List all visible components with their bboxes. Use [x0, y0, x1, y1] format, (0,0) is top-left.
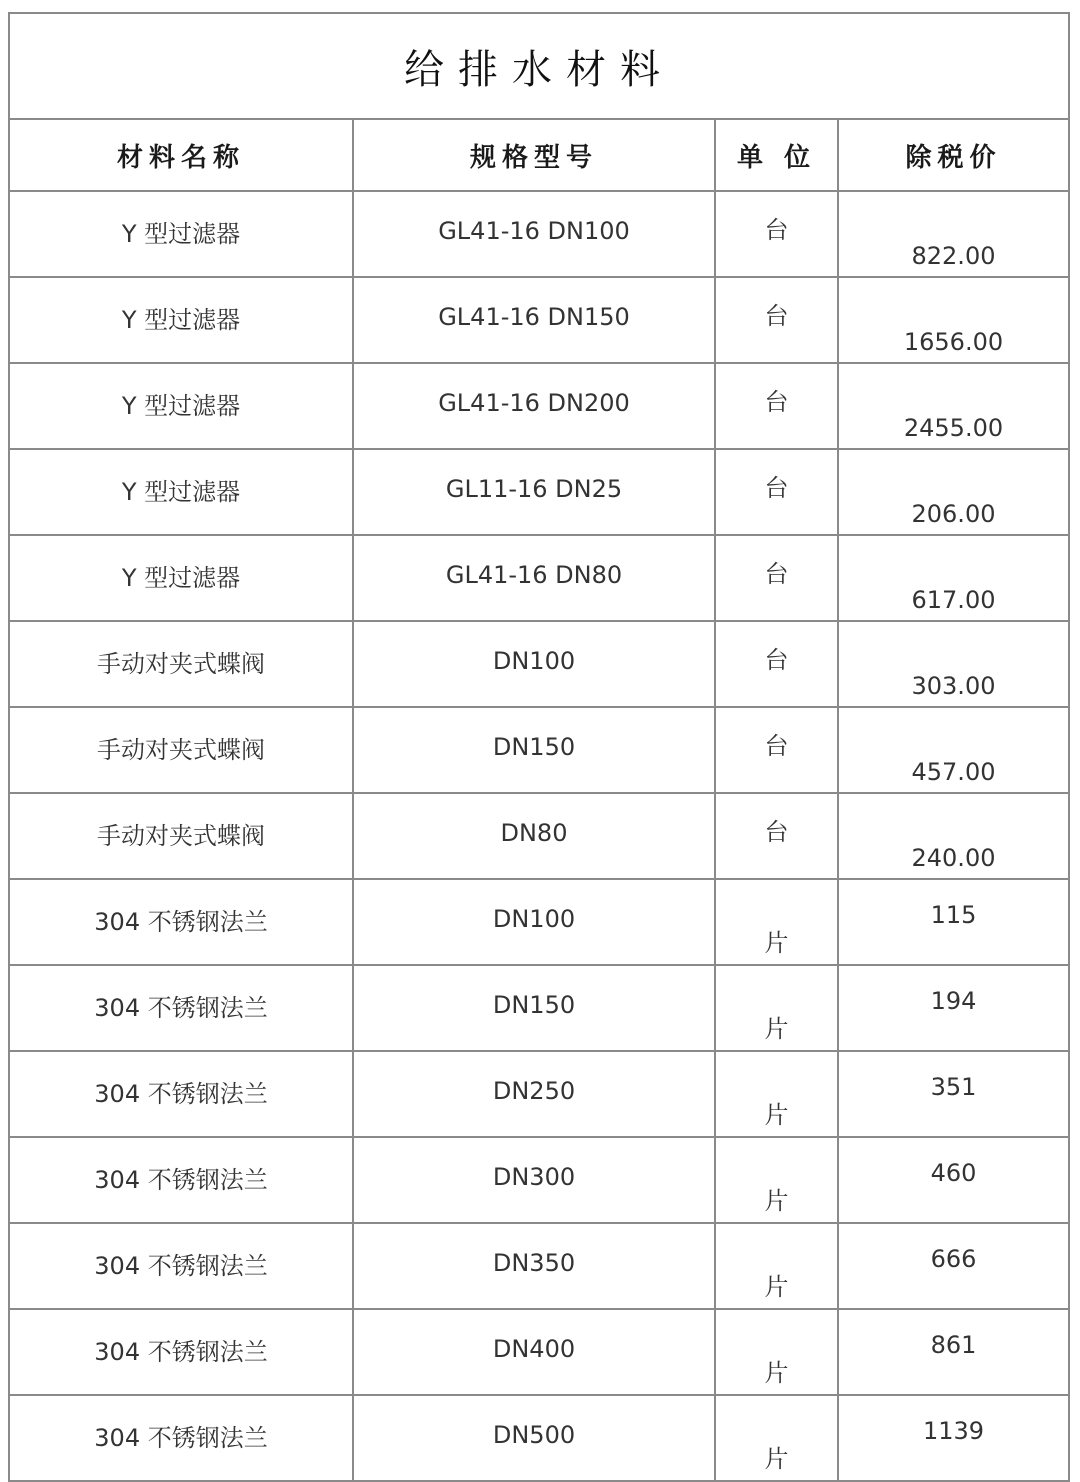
table-row: [9, 621, 1069, 707]
spec-cell: DN100: [353, 621, 715, 707]
spec-cell: DN300: [353, 1137, 715, 1223]
table-row: [9, 1137, 1069, 1223]
material-name-cell: 304 不锈钢法兰: [9, 965, 353, 1051]
price-cell: 457.00: [838, 707, 1069, 793]
table-row: [9, 879, 1069, 965]
unit-cell: 台: [715, 535, 838, 621]
material-name-cell: 304 不锈钢法兰: [9, 879, 353, 965]
spec-cell: DN150: [353, 965, 715, 1051]
price-cell: 115: [838, 879, 1069, 965]
spec-cell: DN350: [353, 1223, 715, 1309]
table-row: [9, 277, 1069, 363]
spec-cell: DN80: [353, 793, 715, 879]
price-cell: 617.00: [838, 535, 1069, 621]
table-row: [9, 793, 1069, 879]
unit-cell: 片: [715, 1051, 838, 1137]
spec-cell: GL41-16 DN80: [353, 535, 715, 621]
unit-cell: 台: [715, 277, 838, 363]
table-row: [9, 535, 1069, 621]
price-cell: 240.00: [838, 793, 1069, 879]
table-row: [9, 191, 1069, 277]
unit-cell: 片: [715, 1395, 838, 1481]
unit-cell: 片: [715, 1223, 838, 1309]
spec-cell: DN150: [353, 707, 715, 793]
table-row: [9, 363, 1069, 449]
material-name-cell: Y 型过滤器: [9, 535, 353, 621]
unit-cell: 片: [715, 1309, 838, 1395]
column-header-price: 除税价: [838, 119, 1069, 191]
materials-table: [8, 12, 1070, 1482]
table-row: [9, 1309, 1069, 1395]
spec-cell: DN250: [353, 1051, 715, 1137]
material-name-cell: Y 型过滤器: [9, 191, 353, 277]
material-name-cell: Y 型过滤器: [9, 277, 353, 363]
unit-cell: 台: [715, 449, 838, 535]
table-row: [9, 1051, 1069, 1137]
column-header-unit: 单 位: [715, 119, 838, 191]
material-name-cell: 手动对夹式蝶阀: [9, 707, 353, 793]
table-row: [9, 449, 1069, 535]
spec-cell: DN400: [353, 1309, 715, 1395]
spec-cell: GL41-16 DN150: [353, 277, 715, 363]
column-header-material-name: 材料名称: [9, 119, 353, 191]
price-cell: 1656.00: [838, 277, 1069, 363]
materials-sheet: [8, 12, 1068, 1482]
spec-cell: DN500: [353, 1395, 715, 1481]
table-title: 给排水材料: [9, 13, 1069, 119]
spec-cell: GL41-16 DN200: [353, 363, 715, 449]
material-name-cell: 手动对夹式蝶阀: [9, 793, 353, 879]
spec-cell: GL11-16 DN25: [353, 449, 715, 535]
price-cell: 303.00: [838, 621, 1069, 707]
price-cell: 666: [838, 1223, 1069, 1309]
material-name-cell: 304 不锈钢法兰: [9, 1223, 353, 1309]
material-name-cell: 304 不锈钢法兰: [9, 1395, 353, 1481]
table-row: [9, 1395, 1069, 1481]
price-cell: 861: [838, 1309, 1069, 1395]
unit-cell: 台: [715, 621, 838, 707]
price-cell: 1139: [838, 1395, 1069, 1481]
unit-cell: 台: [715, 793, 838, 879]
price-cell: 822.00: [838, 191, 1069, 277]
price-cell: 2455.00: [838, 363, 1069, 449]
unit-cell: 台: [715, 363, 838, 449]
material-name-cell: 304 不锈钢法兰: [9, 1309, 353, 1395]
material-name-cell: Y 型过滤器: [9, 449, 353, 535]
table-row: [9, 1223, 1069, 1309]
column-header-spec: 规格型号: [353, 119, 715, 191]
price-cell: 206.00: [838, 449, 1069, 535]
unit-cell: 片: [715, 879, 838, 965]
material-name-cell: 304 不锈钢法兰: [9, 1137, 353, 1223]
unit-cell: 台: [715, 707, 838, 793]
unit-cell: 台: [715, 191, 838, 277]
table-row: [9, 707, 1069, 793]
spec-cell: DN100: [353, 879, 715, 965]
unit-cell: 片: [715, 965, 838, 1051]
price-cell: 460: [838, 1137, 1069, 1223]
material-name-cell: 304 不锈钢法兰: [9, 1051, 353, 1137]
material-name-cell: Y 型过滤器: [9, 363, 353, 449]
spec-cell: GL41-16 DN100: [353, 191, 715, 277]
unit-cell: 片: [715, 1137, 838, 1223]
table-row: [9, 965, 1069, 1051]
price-cell: 351: [838, 1051, 1069, 1137]
material-name-cell: 手动对夹式蝶阀: [9, 621, 353, 707]
price-cell: 194: [838, 965, 1069, 1051]
